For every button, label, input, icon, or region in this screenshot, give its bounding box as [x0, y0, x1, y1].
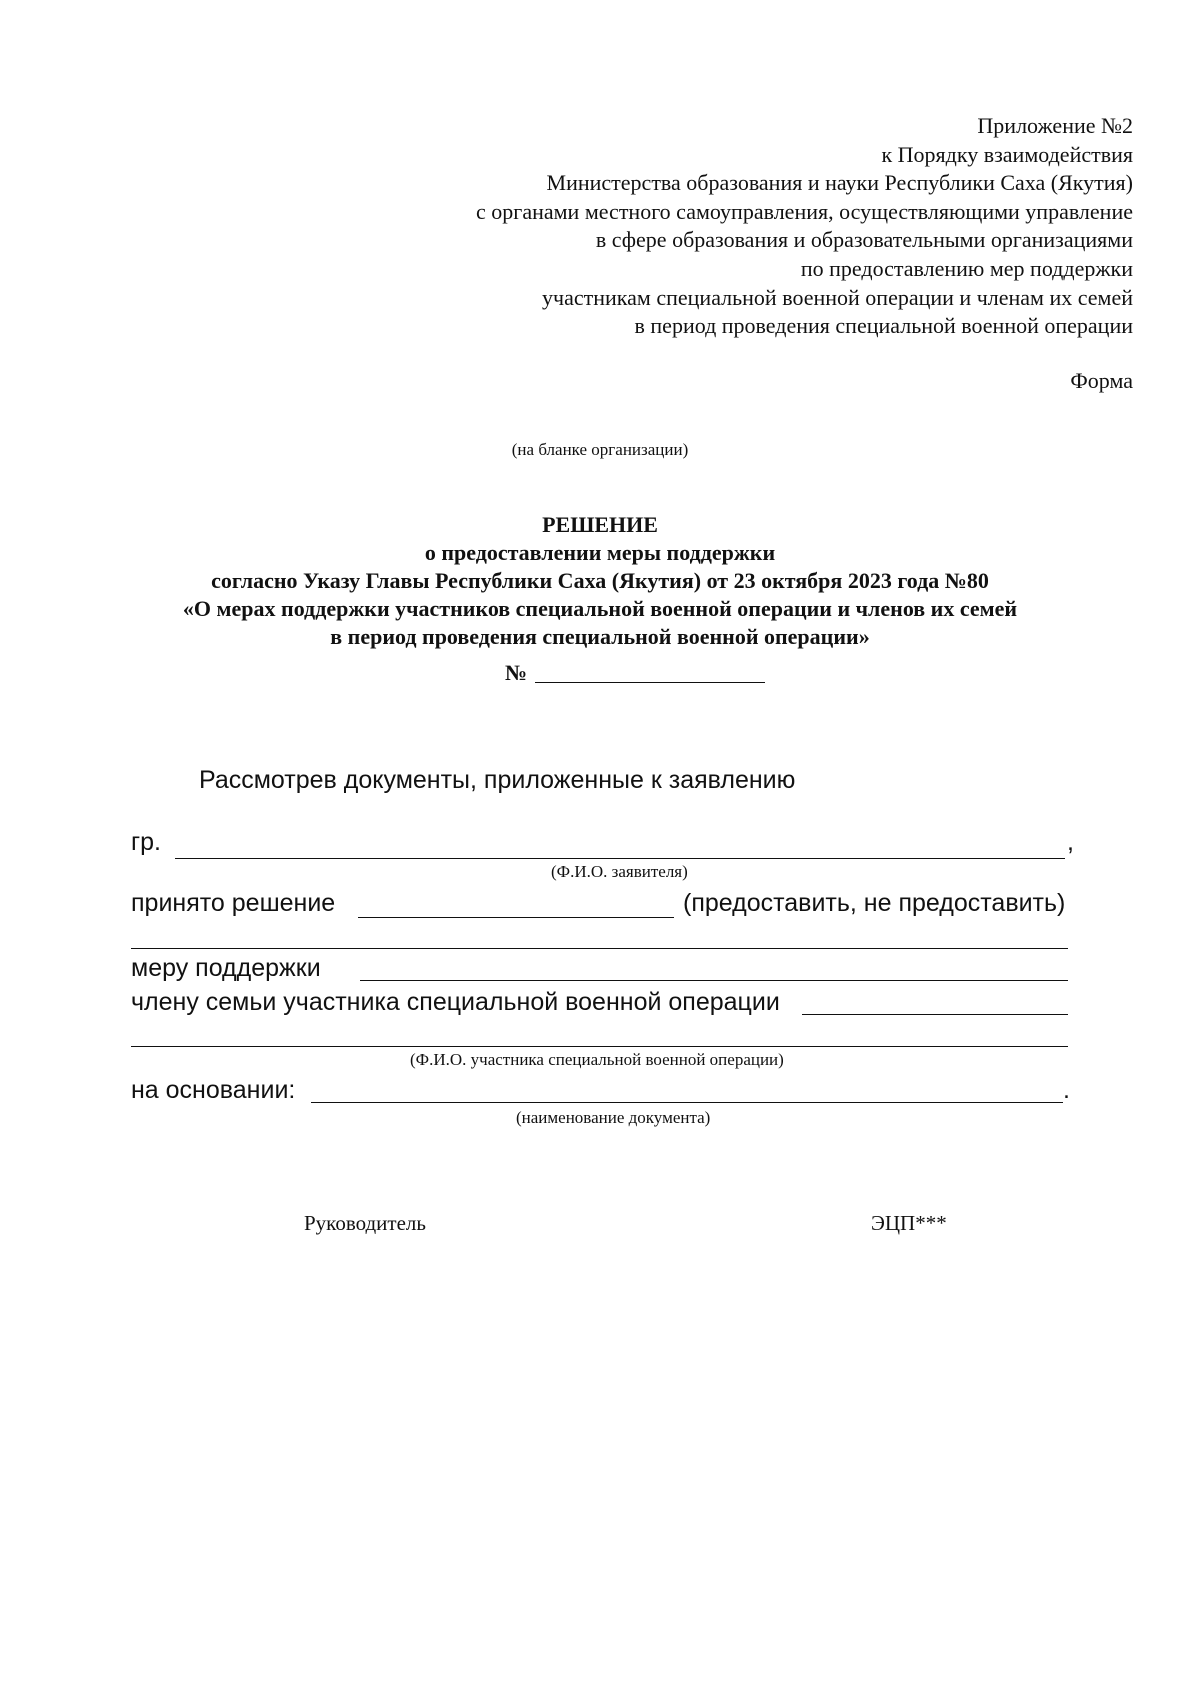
- header-line: в период проведения специальной военной операции: [634, 313, 1133, 339]
- form-label: Форма: [1070, 368, 1133, 393]
- title-line: о предоставлении меры поддержки: [424, 540, 776, 565]
- decision-options: (предоставить, не предоставить): [683, 889, 1066, 917]
- citizen-label: гр.: [131, 828, 161, 856]
- header-line: участникам специальной военной операции и членам их семей: [542, 284, 1133, 310]
- header-line: Министерства образования и науки Республики Саха (Якутия): [546, 170, 1133, 196]
- title-line: «О мерах поддержки участников специальной военной операции и членов их семей: [182, 596, 1018, 621]
- title-line: в период проведения специальной военной операции»: [330, 624, 870, 649]
- eds-label: ЭЦП***: [871, 1211, 947, 1235]
- basis-label: на основании:: [131, 1076, 296, 1104]
- header-line: к Порядку взаимодействия: [881, 141, 1133, 167]
- participant-caption: (Ф.И.О. участника специальной военной операции): [410, 1050, 784, 1069]
- header-line: в сфере образования и образовательными организациями: [595, 227, 1133, 253]
- blank-note: (на бланке организации): [511, 440, 689, 459]
- basis-period: .: [1063, 1076, 1070, 1104]
- decision-field[interactable]: [358, 917, 674, 918]
- participant-name-field[interactable]: [131, 1046, 1068, 1047]
- intro-text: Рассмотрев документы, приложенные к заявлению: [199, 766, 796, 794]
- family-member-field[interactable]: [802, 1014, 1068, 1015]
- header-line: Приложение №2: [977, 113, 1133, 138]
- measure-label: меру поддержки: [131, 954, 321, 982]
- title-line: РЕШЕНИЕ: [542, 512, 658, 537]
- citizen-name-field[interactable]: [175, 858, 1065, 859]
- decision-title: [0, 511, 1200, 651]
- decision-extra-line[interactable]: [131, 948, 1068, 949]
- family-member-label: члену семьи участника специальной военной операции: [131, 988, 780, 1016]
- citizen-caption: (Ф.И.О. заявителя): [551, 862, 688, 881]
- appendix-header: [476, 112, 1133, 341]
- title-line: согласно Указу Главы Республики Саха (Якутия) от 23 октября 2023 года №80: [211, 568, 989, 593]
- decision-number-field[interactable]: [535, 682, 765, 683]
- basis-caption: (наименование документа): [516, 1108, 711, 1127]
- header-line: с органами местного самоуправления, осуществляющими управление: [476, 198, 1133, 224]
- decision-label: принято решение: [131, 889, 336, 917]
- head-label: Руководитель: [304, 1211, 426, 1235]
- basis-field[interactable]: [311, 1102, 1063, 1103]
- citizen-comma: ,: [1067, 828, 1074, 856]
- decision-number-label: №: [505, 660, 528, 685]
- measure-field[interactable]: [360, 980, 1068, 981]
- header-line: по предоставлению мер поддержки: [800, 255, 1133, 281]
